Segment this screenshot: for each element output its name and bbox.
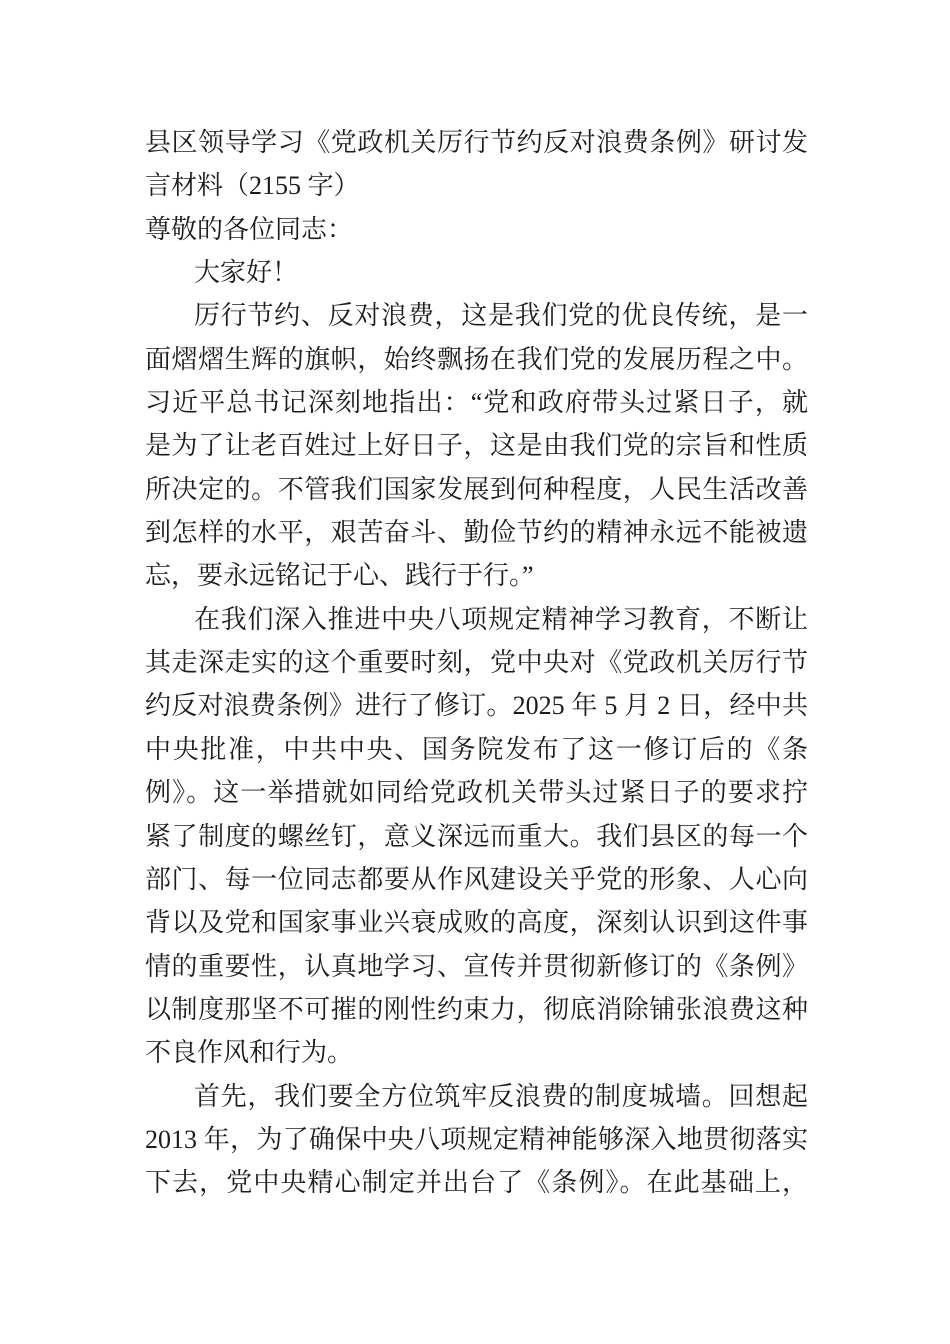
text-line: 首先，我们要全方位筑牢反浪费的制度城墙。回想起 <box>194 1081 808 1111</box>
paragraph-first-point <box>145 1075 808 1205</box>
text-line: 所决定的。不管我们国家发展到何种程度，人民生活改善 <box>145 474 808 504</box>
text-line: 是为了让老百姓过上好日子，这是由我们党的宗旨和性质 <box>145 431 808 461</box>
document-body <box>145 121 808 1205</box>
text-line: 部门、每一位同志都要从作风建设关乎党的形象、人心向 <box>145 864 808 894</box>
text-line: 中央批准，中共中央、国务院发布了这一修订后的《条 <box>145 734 808 764</box>
document-title-line-1: 县区领导学习《党政机关厉行节约反对浪费条例》研讨发 <box>145 128 808 157</box>
text-line: 例》。这一举措就如同给党政机关带头过紧日子的要求拧 <box>145 778 808 808</box>
paragraph-tradition <box>145 294 808 597</box>
text-line: 忘，要永远铭记于心、践行于行。” <box>145 561 534 591</box>
text-line: 以制度那坚不可摧的刚性约束力，彻底消除铺张浪费这种 <box>145 994 808 1024</box>
text-line: 习近平总书记深刻地指出：“党和政府带头过紧日子，就 <box>145 388 808 418</box>
text-line: 其走深走实的这个重要时刻，党中央对《党政机关厉行节 <box>145 648 808 678</box>
text-line: 紧了制度的螺丝钉，意义深远而重大。我们县区的每一个 <box>145 821 808 851</box>
text-line: 大家好！ <box>194 258 299 288</box>
text-line: 在我们深入推进中央八项规定精神学习教育，不断让 <box>194 604 808 634</box>
paragraph-greeting <box>145 251 808 294</box>
text-line: 不良作风和行为。 <box>145 1038 354 1068</box>
text-line: 情的重要性，认真地学习、宣传并贯彻新修订的《条例》 <box>145 951 808 981</box>
text-line: 2013 年，为了确保中央八项规定精神能够深入地贯彻落实 <box>145 1124 808 1154</box>
salutation-line: 尊敬的各位同志： <box>145 214 354 244</box>
text-line: 面熠熠生辉的旗帜，始终飘扬在我们党的发展历程之中。 <box>145 344 808 374</box>
document-title-line-2: 言材料（2155 字） <box>145 171 360 201</box>
paragraph-revision <box>145 598 808 1075</box>
text-line: 背以及党和国家事业兴衰成败的高度，深刻认识到这件事 <box>145 908 808 938</box>
text-line: 约反对浪费条例》进行了修订。2025 年 5 月 2 日，经中共 <box>145 691 808 721</box>
text-line: 下去，党中央精心制定并出台了《条例》。在此基础上， <box>145 1168 808 1198</box>
text-line: 厉行节约、反对浪费，这是我们党的优良传统，是一 <box>194 301 808 331</box>
text-line: 到怎样的水平，艰苦奋斗、勤俭节约的精神永远不能被遗 <box>145 518 808 548</box>
